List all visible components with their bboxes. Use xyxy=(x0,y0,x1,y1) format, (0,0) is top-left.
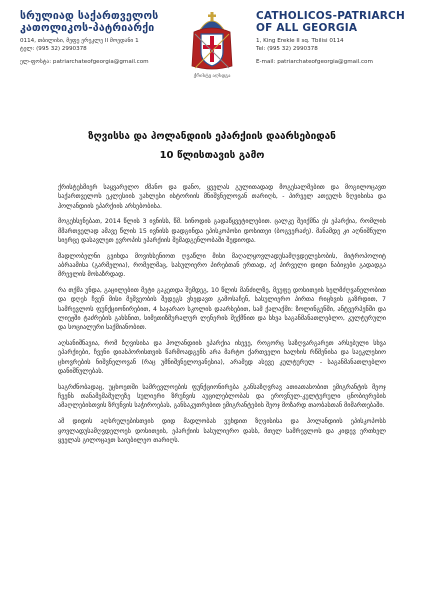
letterhead-georgian xyxy=(20,10,180,66)
letter-title-line2: 10 წლისთავის გამო xyxy=(159,150,265,161)
letterhead-georgian-phone: ტელ: (995 32) 2990378 xyxy=(20,46,87,52)
letterhead-georgian-address: 0114, თბილისი, მეფე ერეკლე II მოედანი 1 xyxy=(20,38,139,44)
letterhead-georgian-title-line2: კათოლიკოს-პატრიარქი xyxy=(20,22,155,34)
paragraph-2: მოგეხსენებათ, 2014 წლის 3 ივნისს, წმ. სინოდის გადაწყვეტილებით. ცალკე შეიქმნა ეს ეპარქია, რომლის მმართველად ამავე წლის 15 ივნისს დადგინდა ეპისკოპოსი დოსითეი (ბოგვერაძე). მანამდე კი აღნიშნული სიერცე დასავლეთ ევროპის ეპარქიის შემადგენლობაში შედიოდა. xyxy=(58,218,386,244)
letter-title xyxy=(0,130,424,163)
paragraph-6: საგრძნობადაც, უცხოეთში სამრევლოების ფუნქციონირება განსაზღვრავ ათიათასობით ემიგრანტის მეოჯ ჩვენს თანამემამულეზე სულიერი ზრუნვის აუცილებლობას და ეროვნულ-კულტურული ცნობიერების ამაღლებისთვის ზრუნვის საჭიროებას, განსაკუთრებით ემიგრანტების შეოჯ მოზარდ თაობასთან მიმართებაში. xyxy=(58,383,386,410)
letterhead-english-title-line2: OF ALL GEORGIA xyxy=(256,22,358,34)
paragraph-1: ქრისტესმიერ საყვარელო ძმანო და დანო, ყველას გულითადად მოგესალმებით და მოგილოცავთ საქართველოს ეკლესიის უახლესი ისტორიის მნიშვნელოვან თარიღს, - პირველ ათეულს ზღვისისა და ჰოლანდიის ეპარქიის არსებობისა. xyxy=(58,184,386,210)
letterhead-english xyxy=(256,10,406,66)
letter-body xyxy=(58,183,386,452)
paragraph-4: რა თქმა უნდა, გაცილებით მეტი გაკეთდა შემდეგ, 10 წლის მანძილზე, მეუფე დოსითეის ხელმძღვანელობით და დღეს ჩვენ მისი მეშვეობის შედეგს ვხედავთ გამოსაჩენ, სასულიერო პირთა რიცხვის გაზრდით, 7 სამრევლოს ფუნქციონირებით, 4 საჯარაო სკოლის დაარსებით, სამ ქალაქში: ზოლინგენში, ანტვერპენში და ლიეჟში ტაძრების გახსნით, სიმეთიზმურალურ ლენერის შექმნით და სხვა საგანმანათლებლო, კულტურული და სოციალური საქმიანობით. xyxy=(58,287,386,332)
letterhead-georgian-email: ელ-ფოსტა: patriarchateofgeorgia@gmail.com xyxy=(20,59,149,65)
letterhead-english-email: E-mail: patriarchateofgeorgia@gmail.com xyxy=(256,59,373,65)
emblem-caption: ქრისტე აღსდგა xyxy=(193,74,231,79)
paragraph-7: ამ დიდის აღსრულებისთვის დიდ მადლობას ვუხდით ზღვისისა და ჰოლანდიის ეპისკოპოსს ყოვლადუსამღვდელოეს დოსითეის, ეპარქიის სასულიერო დასს, მთელ სამრევლოს და კიდევ ერთხელ ყველას გილოცავთ საიუბილეო თარიღს. xyxy=(58,418,386,444)
paragraph-5: აღსანიშნავია, რომ ზღვისისა და ჰოლანდიის ეპარქია ისევე, როგორც საზღვარგარეთ არსებული სხვა ეპარქიები, ჩვენი დიასპორისთვის წარმოადგენს არა მარტო ქართველი ხალხის რწმენისა და საეკლესიო ცხოვრების ნიშვნელოვან (რაც უმნიშვნელოვანესია), არამედ ასევე კულტურულ - საგანმანათლებლო დანიშნულებას. xyxy=(58,340,386,376)
letterhead-georgian-title-line1: სრულიად საქართველოს xyxy=(20,10,159,22)
paragraph-3: მადლობელნი გვიხდა მოვიხსენიოთ ღვაწლი მისი მაღალყოვლადუსამღვდელესობის, მიტროპოლიტ აბრაამისა (გარმელია), რომელმაც, სასულიერო პირებთან ერთად, აქ პირველი დიდი ნაბიჯები გადადგა მრევლის მოსაზრდად. xyxy=(58,252,386,279)
letter-title-line1: ზღვისსა და ჰოლანდიის ეპარქიის დაარსებიდან xyxy=(88,131,336,142)
letterhead-english-phone: Tel: (995 32) 2990378 xyxy=(256,46,318,52)
letterhead-english-title-line1: CATHOLICOS-PATRIARCH xyxy=(256,10,405,22)
letterhead xyxy=(0,0,424,118)
letterhead-english-address: 1, King Erekle II sq. Tbilisi 0114 xyxy=(256,38,344,44)
patriarchate-emblem-icon xyxy=(186,10,238,76)
